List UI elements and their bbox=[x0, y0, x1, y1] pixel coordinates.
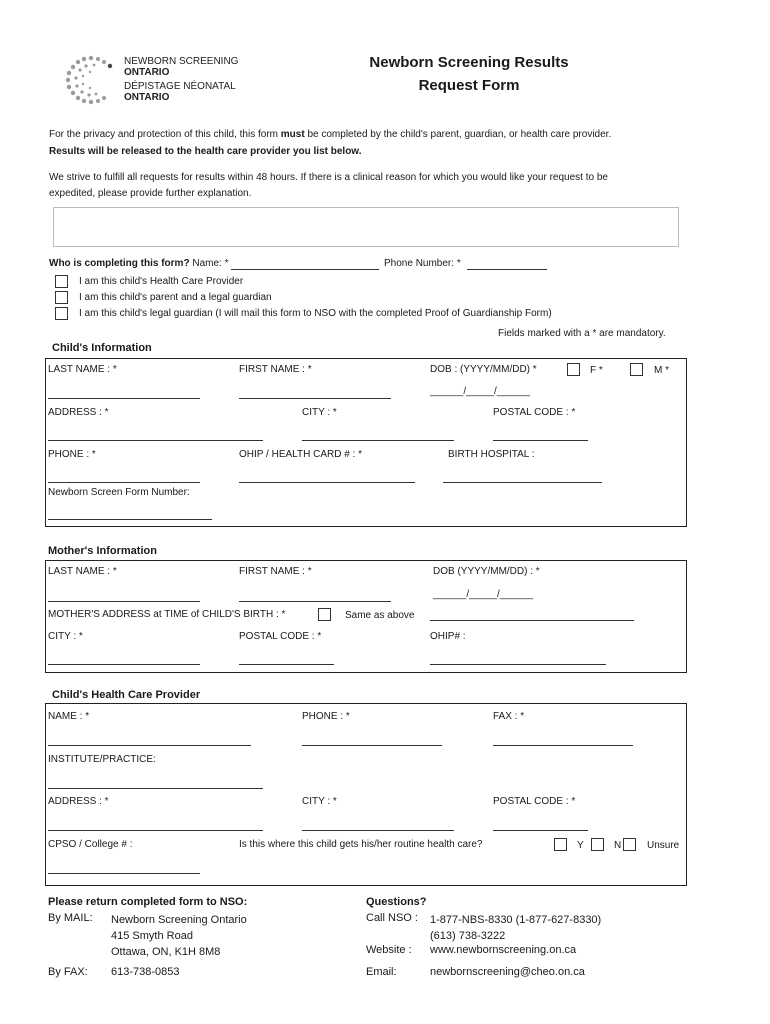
child-address-input[interactable] bbox=[48, 426, 263, 441]
routine-no-checkbox[interactable] bbox=[591, 838, 604, 851]
release-note: Results will be released to the health care provider you list below. bbox=[49, 146, 362, 157]
child-city-label: CITY : * bbox=[302, 407, 337, 418]
mother-ohip-input[interactable] bbox=[430, 650, 606, 665]
child-phone-input[interactable] bbox=[48, 468, 200, 483]
cpso-input[interactable] bbox=[48, 859, 200, 874]
completer-name-input[interactable] bbox=[231, 255, 379, 270]
provider-city-input[interactable] bbox=[302, 816, 454, 831]
org-line: ONTARIO bbox=[124, 91, 170, 103]
mother-first-name-label: FIRST NAME : * bbox=[239, 566, 312, 577]
birth-hospital-label: BIRTH HOSPITAL : bbox=[448, 449, 535, 460]
option-checkbox-parent[interactable] bbox=[55, 291, 68, 304]
org-line: DÉPISTAGE NÉONATAL bbox=[124, 81, 236, 92]
title-line-2: Request Form bbox=[418, 77, 520, 94]
provider-name-label: NAME : * bbox=[48, 711, 90, 722]
child-postal-input[interactable] bbox=[493, 426, 588, 441]
strive-text: We strive to fulfill all requests for results within 48 hours. If there is a clinical reason for which you would like your request to be bbox=[49, 172, 608, 183]
child-phone-label: PHONE : * bbox=[48, 449, 96, 460]
completer-row bbox=[49, 258, 228, 269]
child-dob-input[interactable]: ______/_____/______ bbox=[430, 386, 531, 397]
provider-address-input[interactable] bbox=[48, 816, 263, 831]
fax-number: 613-738-0853 bbox=[111, 966, 180, 978]
provider-name-input[interactable] bbox=[48, 731, 251, 746]
provider-postal-label: POSTAL CODE : * bbox=[493, 796, 576, 807]
child-address-label: ADDRESS : * bbox=[48, 407, 109, 418]
institute-label: INSTITUTE/PRACTICE: bbox=[48, 754, 156, 765]
child-last-name-input[interactable] bbox=[48, 384, 200, 399]
mother-postal-input[interactable] bbox=[239, 650, 334, 665]
cpso-label: CPSO / College # : bbox=[48, 839, 133, 850]
provider-phone-input[interactable] bbox=[302, 731, 442, 746]
website-label: Website : bbox=[366, 944, 412, 956]
mail-address bbox=[111, 912, 247, 960]
name-label: Name: * bbox=[192, 258, 229, 269]
option-label: I am this child's Health Care Provider bbox=[79, 276, 244, 287]
call-label: Call NSO : bbox=[366, 912, 418, 924]
mother-last-name-label: LAST NAME : * bbox=[48, 566, 117, 577]
option-label: I am this child's legal guardian (I will mail this form to NSO with the completed Proof of Guardianship Form) bbox=[79, 308, 552, 319]
child-city-input[interactable] bbox=[302, 426, 454, 441]
mother-postal-label: POSTAL CODE : * bbox=[239, 631, 322, 642]
org-line: NEWBORN SCREENING bbox=[124, 56, 239, 67]
strive-text: expedited, please provide further explanation. bbox=[49, 188, 252, 199]
mother-address-label: MOTHER'S ADDRESS at TIME of CHILD'S BIRTH : * bbox=[48, 609, 286, 620]
sex-male-label: M * bbox=[654, 365, 669, 376]
same-as-above-checkbox[interactable] bbox=[318, 608, 331, 621]
child-dob-label: DOB : (YYYY/MM/DD) * bbox=[430, 364, 537, 375]
section-heading-provider: Child's Health Care Provider bbox=[52, 689, 201, 701]
child-ohip-label: OHIP / HEALTH CARD # : * bbox=[239, 449, 362, 460]
email-label: Email: bbox=[366, 966, 397, 978]
child-first-name-input[interactable] bbox=[239, 384, 391, 399]
provider-phone-label: PHONE : * bbox=[302, 711, 350, 722]
mail-address-line: Newborn Screening Ontario bbox=[111, 914, 247, 926]
option-label: I am this child's parent and a legal guardian bbox=[79, 292, 272, 303]
completer-phone-input[interactable] bbox=[467, 255, 547, 270]
screen-form-label: Newborn Screen Form Number: bbox=[48, 487, 190, 498]
mother-ohip-label: OHIP# : bbox=[430, 631, 466, 642]
routine-yes-label: Y bbox=[577, 840, 584, 851]
mother-dob-label: DOB (YYYY/MM/DD) : * bbox=[433, 566, 540, 577]
provider-fax-label: FAX : * bbox=[493, 711, 525, 722]
sex-male-checkbox[interactable] bbox=[630, 363, 643, 376]
sex-female-label: F * bbox=[590, 365, 603, 376]
privacy-note bbox=[49, 129, 611, 140]
phone-label: Phone Number: * bbox=[384, 258, 461, 269]
screen-form-input[interactable] bbox=[48, 505, 212, 520]
explanation-box[interactable] bbox=[53, 207, 679, 247]
website-link[interactable]: www.newbornscreening.on.ca bbox=[430, 944, 577, 956]
sex-female-checkbox[interactable] bbox=[567, 363, 580, 376]
completer-question: Who is completing this form? bbox=[49, 258, 190, 269]
same-as-above-label: Same as above bbox=[345, 610, 415, 621]
mail-address-line: Ottawa, ON, K1H 8M8 bbox=[111, 946, 221, 958]
routine-unsure-checkbox[interactable] bbox=[623, 838, 636, 851]
phone-number: (613) 738-3222 bbox=[430, 930, 506, 942]
section-heading-child: Child's Information bbox=[52, 342, 152, 354]
provider-address-label: ADDRESS : * bbox=[48, 796, 109, 807]
return-heading: Please return completed form to NSO: bbox=[48, 896, 248, 908]
mother-dob-input[interactable]: ______/_____/______ bbox=[433, 589, 534, 600]
option-checkbox-guardian[interactable] bbox=[55, 307, 68, 320]
email-link[interactable]: newbornscreening@cheo.on.ca bbox=[430, 966, 585, 978]
provider-postal-input[interactable] bbox=[493, 816, 588, 831]
provider-fax-input[interactable] bbox=[493, 731, 633, 746]
provider-city-label: CITY : * bbox=[302, 796, 337, 807]
institute-input[interactable] bbox=[48, 774, 263, 789]
routine-no-label: N bbox=[614, 840, 622, 851]
birth-hospital-input[interactable] bbox=[443, 468, 602, 483]
mandatory-note: Fields marked with a * are mandatory. bbox=[498, 328, 666, 339]
mother-last-name-input[interactable] bbox=[48, 587, 200, 602]
mother-city-label: CITY : * bbox=[48, 631, 83, 642]
page-title bbox=[349, 51, 589, 97]
mail-label: By MAIL: bbox=[48, 912, 93, 924]
child-first-name-label: FIRST NAME : * bbox=[239, 364, 312, 375]
routine-unsure-label: Unsure bbox=[647, 840, 680, 851]
questions-heading: Questions? bbox=[366, 896, 427, 908]
fax-label: By FAX: bbox=[48, 966, 88, 978]
mother-address-input[interactable] bbox=[430, 606, 634, 621]
section-heading-mother: Mother's Information bbox=[48, 545, 157, 557]
child-last-name-label: LAST NAME : * bbox=[48, 364, 117, 375]
privacy-text: For the privacy and protection of this child, this form bbox=[49, 129, 281, 140]
phone-number: 1-877-NBS-8330 (1-877-627-8330) bbox=[430, 914, 602, 926]
child-ohip-input[interactable] bbox=[239, 468, 415, 483]
mail-address-line: 415 Smyth Road bbox=[111, 930, 193, 942]
org-name bbox=[124, 57, 238, 103]
mother-city-input[interactable] bbox=[48, 650, 200, 665]
child-postal-label: POSTAL CODE : * bbox=[493, 407, 576, 418]
mother-first-name-input[interactable] bbox=[239, 587, 391, 602]
privacy-emphasis: must bbox=[280, 129, 305, 140]
routine-yes-checkbox[interactable] bbox=[554, 838, 567, 851]
routine-care-question: Is this where this child gets his/her routine health care? bbox=[239, 839, 483, 850]
title-line-1: Newborn Screening Results bbox=[369, 54, 569, 71]
option-checkbox-provider[interactable] bbox=[55, 275, 68, 288]
nso-logo-icon bbox=[64, 54, 118, 106]
privacy-text: be completed by the child's parent, guardian, or health care provider. bbox=[304, 129, 612, 140]
org-line: ONTARIO bbox=[124, 66, 170, 78]
call-numbers bbox=[430, 912, 601, 944]
